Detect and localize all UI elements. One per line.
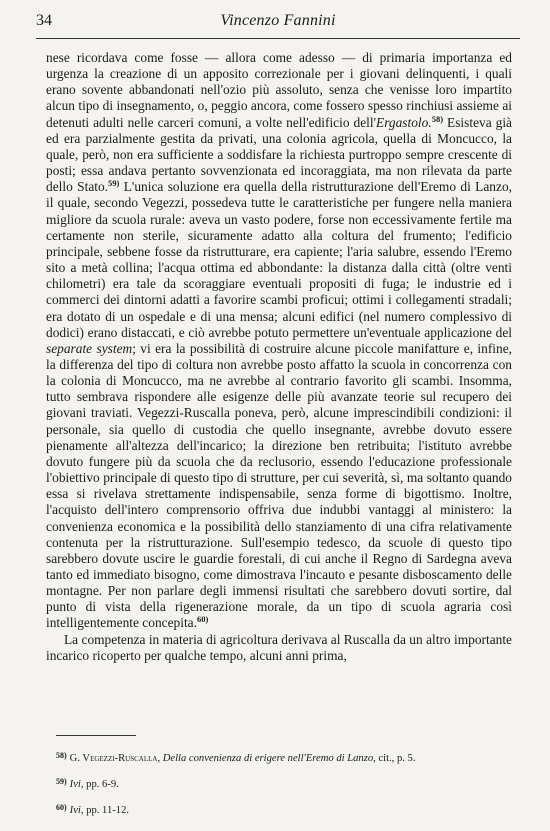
running-head: Vincenzo Fannini	[220, 12, 336, 29]
paragraph-2: La competenza in materia di agricoltura derivava al Ruscalla da un altro importante incarico ricoperto per qualche tempo, alcuni anni prima,	[46, 631, 512, 663]
footnote-ref-60[interactable]: 60)	[196, 614, 209, 625]
footnote-rule	[56, 735, 136, 736]
header-rule	[36, 38, 520, 39]
footnote-59: $^{59)}$ Ivi, pp. 6-9.	[56, 777, 119, 790]
separate-system-term: separate system	[46, 340, 133, 356]
footnote-60: $^{60)}$ Ivi, pp. 11-12.	[56, 803, 130, 816]
footnote-ref-58[interactable]: 58)	[431, 113, 444, 124]
page-header	[36, 10, 520, 36]
body-text	[46, 50, 512, 664]
footnote-ref-59[interactable]: 59)	[108, 178, 120, 189]
footnote-author: G. Vegezzi-Ruscalla	[69, 753, 158, 764]
footnote-ivi: Ivi	[69, 779, 81, 790]
footnote-title: Della convenienza di erigere nell'Eremo di Lanzo	[162, 753, 374, 764]
footnote-number: 60)	[56, 803, 67, 812]
footnote-number: 59)	[56, 777, 67, 786]
footnote-58: $^{58)}$ G. Vegezzi-Ruscalla, Della convenienza di erigere nell'Eremo di Lanzo, cit., p. 5.	[56, 751, 416, 764]
page-number: 34	[36, 12, 52, 29]
ergastolo-term: Ergastolo.	[376, 114, 432, 130]
paragraph-1: nese ricordava come fosse — allora come adesso — di primaria importanza ed urgenza la creazione di un apposito correzionale per i giovani delinquenti, i quali erano sovente abbandonati nell'ozio più assoluto, senza che venisse loro impartito alcun tipo di insegnamento, o, peggio ancora, come fossero spesso rinchiusi assieme ai detenuti adulti nelle carceri comuni, a volte nell'edificio dell'Ergastolo.$^{58)}$ Esisteva già ed era parzialmente gestita da privati, una colonia agricola, quella di Moncucco, la quale, però, non era sufficiente a soddisfare la richiesta purtroppo sempre crescente di posti; essa andava pertanto sovvenzionata ed incoraggiata, ma non rilevata da parte dello Stato.$^{59)}$ L'unica soluzione era quella della ristrutturazione dell'Eremo di Lanzo, il quale, secondo Vegezzi, possedeva tutte le caratteristiche per fungere nella maniera migliore da scuola rurale: aveva un vasto podere, forse non eccessivamente fertile ma certamente non sterile, sicuramente adatto alla coltura del frumento; l'edificio principale, sebbene fosse da ristrutturare, era capiente; l'aria salubre, essendo l'Eremo sito a metà collina; l'acqua ottima ed abbondante: la distanza dalla città (oltre venti chilometri) era tale da scoraggiare eventuali propositi di fuga; le industrie ed i commerci dei dintorni adatti a favorire scambi proficui; ottimi i collegamenti stradali; era dotato di un ospedale e di una mensa; alcuni edifici (nel numero complessivo di dodici) erano distaccati, e ciò avrebbe potuto permettere un'eventuale applicazione del separate system; vi era la possibilità di costruire alcune piccole manifatture e, infine, la differenza del tipo di coltura non avrebbe posto affatto la scuola in concorrenza con la colonia di Moncucco, ma ne avrebbe al contrario favorito gli scambi. Insomma, tutto sembrava rispondere alle esigenze delle più avanzate teorie sul recupero dei giovani traviati. Vegezzi-Ruscalla poneva, però, alcune imprescindibili condizioni: il personale, sia quello di custodia che quello insegnante, avrebbe dovuto essere pienamente all'altezza dell'incarico; la direzione ben retribuita; l'istituto avrebbe dovuto fungere più da scuola che da reclusorio, essendo l'educazione professionale l'obiettivo principale di questo tipo di strutture, per cui severità, sì, ma soltanto quando essa si rivelava strettamente indispensabile, senza forme di bigottismo. Inoltre, l'acquisto dell'intero comprensorio offriva due indubbi vantaggi al ministero: la convenienza economica e la possibilità dello stanziamento di una cifra relativamente contenuta per la ristrutturazione. Sull'esempio tedesco, da scuole di questo tipo sarebbero dovute uscire le guardie forestali, di cui anche il Regno di Sardegna aveva tanto ed immediato bisogno, come dimostrava l'incauto e pesante disboscamento delle montagne. Per non parlare degli immensi risultati che sarebbero dovuti sortire, dal punto di vista della rigenerazione morale, da un tipo di scuola agraria così intelligentemente concepita.$^{60)}$	[46, 50, 512, 631]
footnote-ivi: Ivi	[69, 805, 81, 816]
footnote-number: 58)	[56, 751, 67, 760]
footnotes	[56, 748, 516, 826]
